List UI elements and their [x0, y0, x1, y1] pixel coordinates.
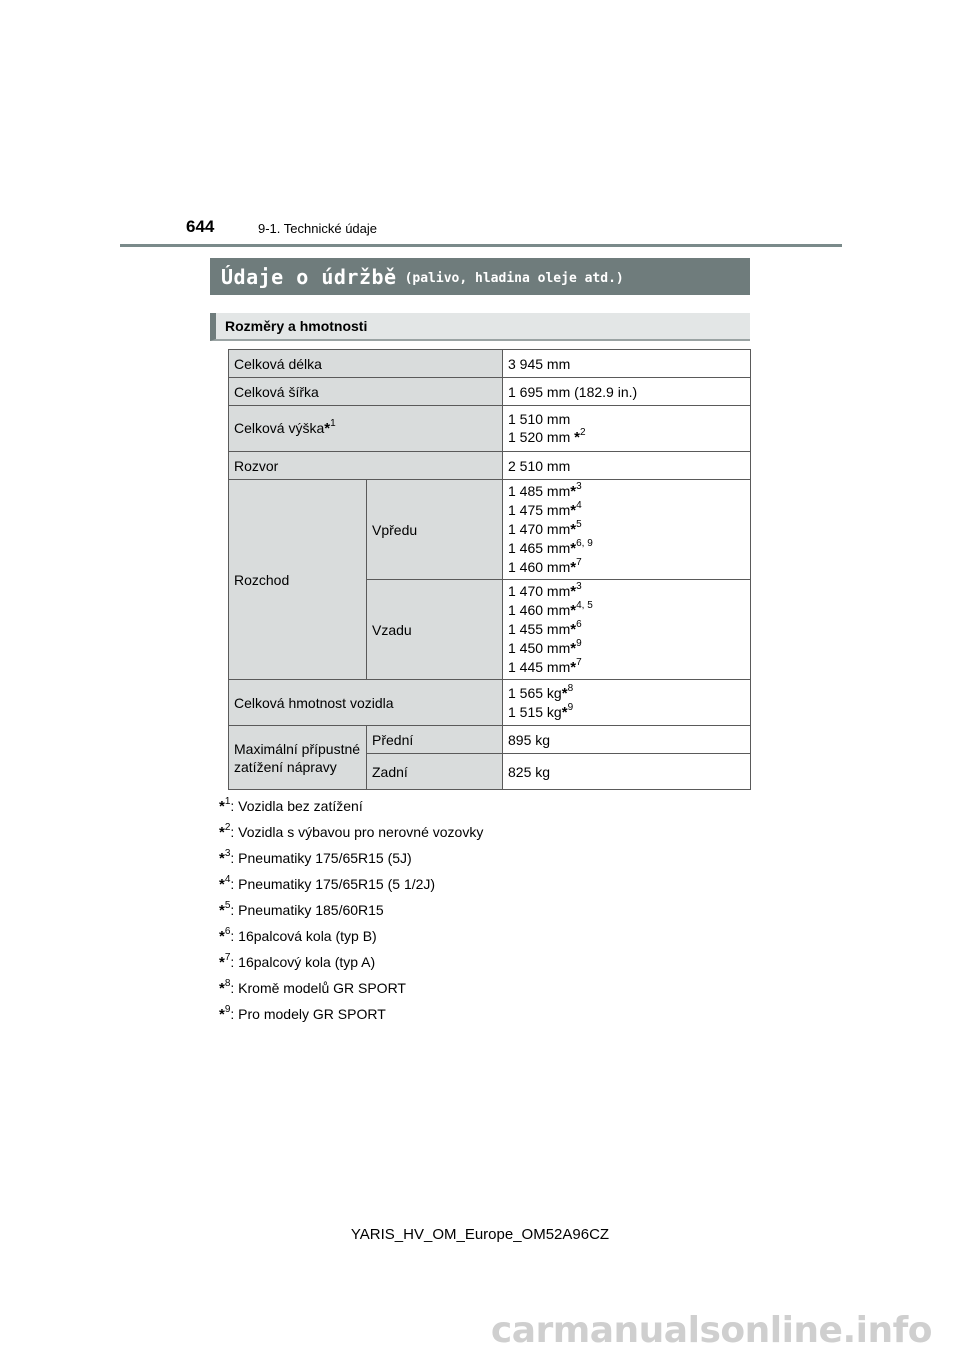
value-line [508, 539, 745, 558]
value-line [508, 410, 745, 428]
footnote-ref: 6, 9 [576, 538, 593, 549]
footnote-item [219, 975, 483, 1001]
height-values [503, 406, 751, 452]
height-label: Celková výška [234, 420, 325, 436]
value-text: 1 520 mm [508, 429, 575, 445]
asterisk-icon: * [324, 420, 331, 437]
value-line [508, 428, 745, 447]
axle-front-value: 895 kg [503, 726, 751, 754]
asterisk-icon: * [570, 659, 577, 676]
value-text: 1 450 mm [508, 640, 571, 656]
table-row [229, 480, 751, 580]
footnote-text: : Pro modely GR SPORT [230, 1006, 386, 1022]
asterisk-icon: * [570, 502, 577, 519]
asterisk-icon: * [570, 602, 577, 619]
footnote-ref: 7 [576, 657, 582, 668]
footnote-number: 6 [224, 926, 231, 937]
footnote-text: : 16palcová kola (typ B) [230, 928, 377, 944]
value-line [508, 558, 745, 577]
asterisk-icon: * [219, 954, 225, 971]
wheelbase-label: Rozvor [229, 452, 503, 480]
table-row [229, 406, 751, 452]
footnote-text: : Vozidla bez zatížení [230, 798, 363, 814]
footnote-ref: 5 [576, 519, 582, 530]
value-line [508, 501, 745, 520]
header-divider [120, 244, 842, 247]
value-text: 1 445 mm [508, 659, 571, 675]
value-text: 1 455 mm [508, 621, 571, 637]
asterisk-icon: * [570, 621, 577, 638]
footnote-item [219, 819, 483, 845]
footnote-ref: 6 [576, 619, 582, 630]
value-text: 1 565 kg [508, 684, 562, 701]
footnote-number: 8 [224, 978, 231, 989]
footnote-ref: 8 [567, 682, 574, 694]
table-row [229, 726, 751, 754]
page-number: 644 [186, 217, 215, 236]
track-label: Rozchod [229, 480, 367, 680]
axle-front-label: Přední [367, 726, 503, 754]
value-line [508, 684, 745, 703]
asterisk-icon: * [570, 559, 577, 576]
value-line [508, 658, 745, 677]
table-row [229, 350, 751, 378]
footnote-number: 2 [224, 822, 231, 833]
footnote-text: : Kromě modelů GR SPORT [230, 980, 406, 996]
table-row [229, 378, 751, 406]
value-text: 1 475 mm [508, 502, 571, 518]
section-heading: Rozměry a hmotnosti [210, 313, 750, 341]
asterisk-icon: * [570, 583, 577, 600]
footnote-text: : Pneumatiky 175/65R15 (5 1/2J) [230, 876, 436, 892]
width-value: 1 695 mm (182.9 in.) [503, 378, 751, 406]
footnote-number: 4 [224, 874, 231, 885]
footnote-ref: 3 [576, 481, 582, 492]
asterisk-icon: * [570, 540, 577, 557]
asterisk-icon: * [219, 928, 225, 945]
height-label-cell [229, 406, 503, 452]
page-title: Údaje o údržbě [221, 264, 397, 289]
value-text: 1 515 kg [508, 703, 562, 720]
footnote-item [219, 845, 483, 871]
track-front-label: Vpředu [367, 480, 503, 580]
value-line [508, 582, 745, 601]
footnote-number: 5 [224, 900, 231, 911]
footnote-item [219, 793, 483, 819]
value-line [508, 620, 745, 639]
footnote-number: 1 [224, 796, 231, 807]
footnote-item [219, 897, 483, 923]
value-text: 1 460 mm [508, 602, 571, 618]
length-label: Celková délka [229, 350, 503, 378]
axle-label: Maximální přípustné zatížení nápravy [229, 726, 367, 790]
footnotes [219, 793, 483, 1027]
footnote-text: : Pneumatiky 175/65R15 (5J) [230, 850, 412, 866]
footnote-text: : Pneumatiky 185/60R15 [230, 902, 384, 918]
value-line [508, 601, 745, 620]
footnote-number: 9 [224, 1004, 231, 1015]
footnote-text: : 16palcový kola (typ A) [230, 954, 376, 970]
asterisk-icon: * [219, 824, 225, 841]
value-line [508, 520, 745, 539]
asterisk-icon: * [219, 980, 225, 997]
weight-values [503, 680, 751, 726]
value-text: 1 485 mm [508, 483, 571, 499]
footnote-ref: 9 [576, 638, 582, 649]
footnote-ref: 3 [576, 581, 582, 592]
asterisk-icon: * [219, 850, 225, 867]
footnote-item [219, 1001, 483, 1027]
table-row [229, 680, 751, 726]
asterisk-icon: * [219, 876, 225, 893]
value-text: 1 460 mm [508, 559, 571, 575]
asterisk-icon: * [219, 1006, 225, 1023]
asterisk-icon: * [219, 798, 225, 815]
footnote-number: 7 [224, 952, 231, 963]
asterisk-icon: * [570, 521, 577, 538]
value-text: 1 470 mm [508, 521, 571, 537]
axle-rear-label: Zadní [367, 754, 503, 790]
wheelbase-value: 2 510 mm [503, 452, 751, 480]
value-text: 1 510 mm [508, 411, 571, 427]
page-title-subtitle: (palivo, hladina oleje atd.) [404, 271, 624, 286]
section-label: 9-1. Technické údaje [258, 221, 378, 236]
track-rear-label: Vzadu [367, 580, 503, 680]
value-text: 1 470 mm [508, 583, 571, 599]
dimensions-table [228, 349, 751, 790]
footnote-text: : Vozidla s výbavou pro nerovné vozovky [230, 824, 484, 840]
asterisk-icon: * [561, 684, 568, 702]
asterisk-icon: * [561, 703, 568, 721]
footnote-item [219, 871, 483, 897]
axle-rear-value: 825 kg [503, 754, 751, 790]
value-line [508, 703, 745, 722]
table-row [229, 452, 751, 480]
document-id: YARIS_HV_OM_Europe_OM52A96CZ [350, 1226, 610, 1243]
footnote-ref: 1 [330, 418, 336, 429]
weight-label: Celková hmotnost vozidla [229, 680, 503, 726]
footnote-item [219, 923, 483, 949]
track-rear-values [503, 580, 751, 680]
watermark-logo: carmanualsonline.info [490, 1310, 932, 1351]
value-line [508, 639, 745, 658]
asterisk-icon: * [570, 640, 577, 657]
asterisk-icon: * [574, 429, 580, 446]
page-title-bar [210, 258, 750, 295]
track-front-values [503, 480, 751, 580]
length-value: 3 945 mm [503, 350, 751, 378]
asterisk-icon: * [570, 483, 577, 500]
footnote-number: 3 [224, 848, 231, 859]
footnote-ref: 4, 5 [576, 600, 593, 611]
footnote-ref: 2 [579, 427, 586, 438]
asterisk-icon: * [219, 902, 225, 919]
footnote-ref: 7 [576, 557, 582, 568]
value-line [508, 482, 745, 501]
width-label: Celková šířka [229, 378, 503, 406]
footnote-ref: 4 [576, 500, 582, 511]
footnote-ref: 9 [567, 701, 574, 713]
value-text: 1 465 mm [508, 540, 571, 556]
footnote-item [219, 949, 483, 975]
